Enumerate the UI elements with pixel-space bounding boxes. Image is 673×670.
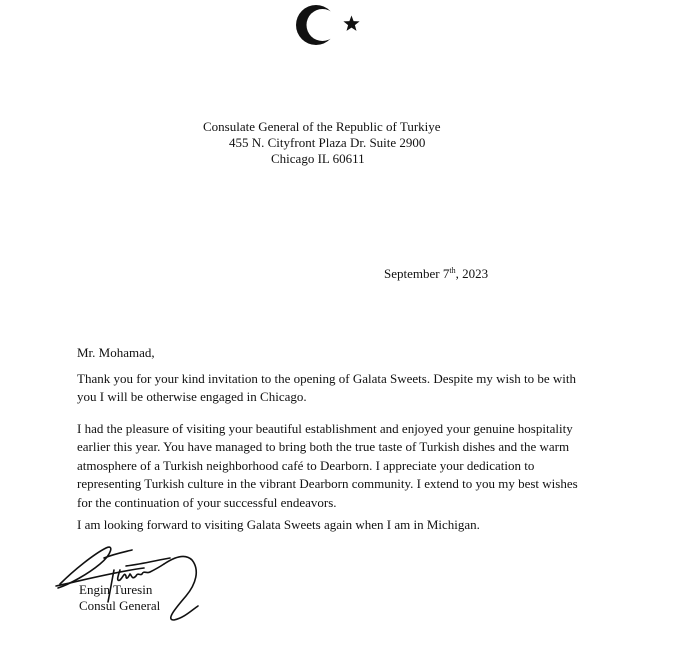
- line: Thank you for your kind invitation to the opening of Galata Sweets. Despite my wish to be with: [77, 371, 576, 386]
- salutation: Mr. Mohamad,: [77, 345, 155, 360]
- handwritten-signature: [54, 540, 244, 622]
- date-year: , 2023: [455, 266, 489, 281]
- consulate-name: Consulate General of the Republic of Turkiye: [203, 119, 441, 134]
- consulate-address: [203, 119, 441, 167]
- street-address: 455 N. Cityfront Plaza Dr. Suite 2900: [229, 135, 426, 150]
- paragraph-closing: I am looking forward to visiting Galata Sweets again when I am in Michigan.: [77, 517, 480, 532]
- letter-date: [384, 266, 488, 282]
- paragraph-visit: [77, 420, 578, 512]
- line: for the continuation of your successful endeavors.: [77, 494, 337, 510]
- paragraph-invitation: [77, 370, 576, 407]
- signer-title: Consul General: [79, 598, 161, 613]
- line: atmosphere of a Turkish neighborhood café to Dearborn. I appreciate your dedication to: [77, 457, 535, 473]
- line: you I will be otherwise engaged in Chicago.: [77, 389, 307, 405]
- star-icon: [343, 16, 359, 31]
- date-suffix: th: [449, 266, 456, 275]
- line: I had the pleasure of visiting your beautiful establishment and enjoyed your genuine hospitality: [77, 421, 573, 436]
- signer-name: Engin Turesin: [79, 582, 153, 597]
- line: representing Turkish culture in the vibrant Dearborn community. I extend to you my best wishes: [77, 476, 578, 492]
- city-address: Chicago IL 60611: [271, 151, 365, 166]
- date-month-day: September 7: [384, 266, 450, 281]
- line: earlier this year. You have managed to bring both the true taste of Turkish dishes and the warm: [77, 439, 570, 455]
- crescent-star-emblem: [294, 2, 366, 48]
